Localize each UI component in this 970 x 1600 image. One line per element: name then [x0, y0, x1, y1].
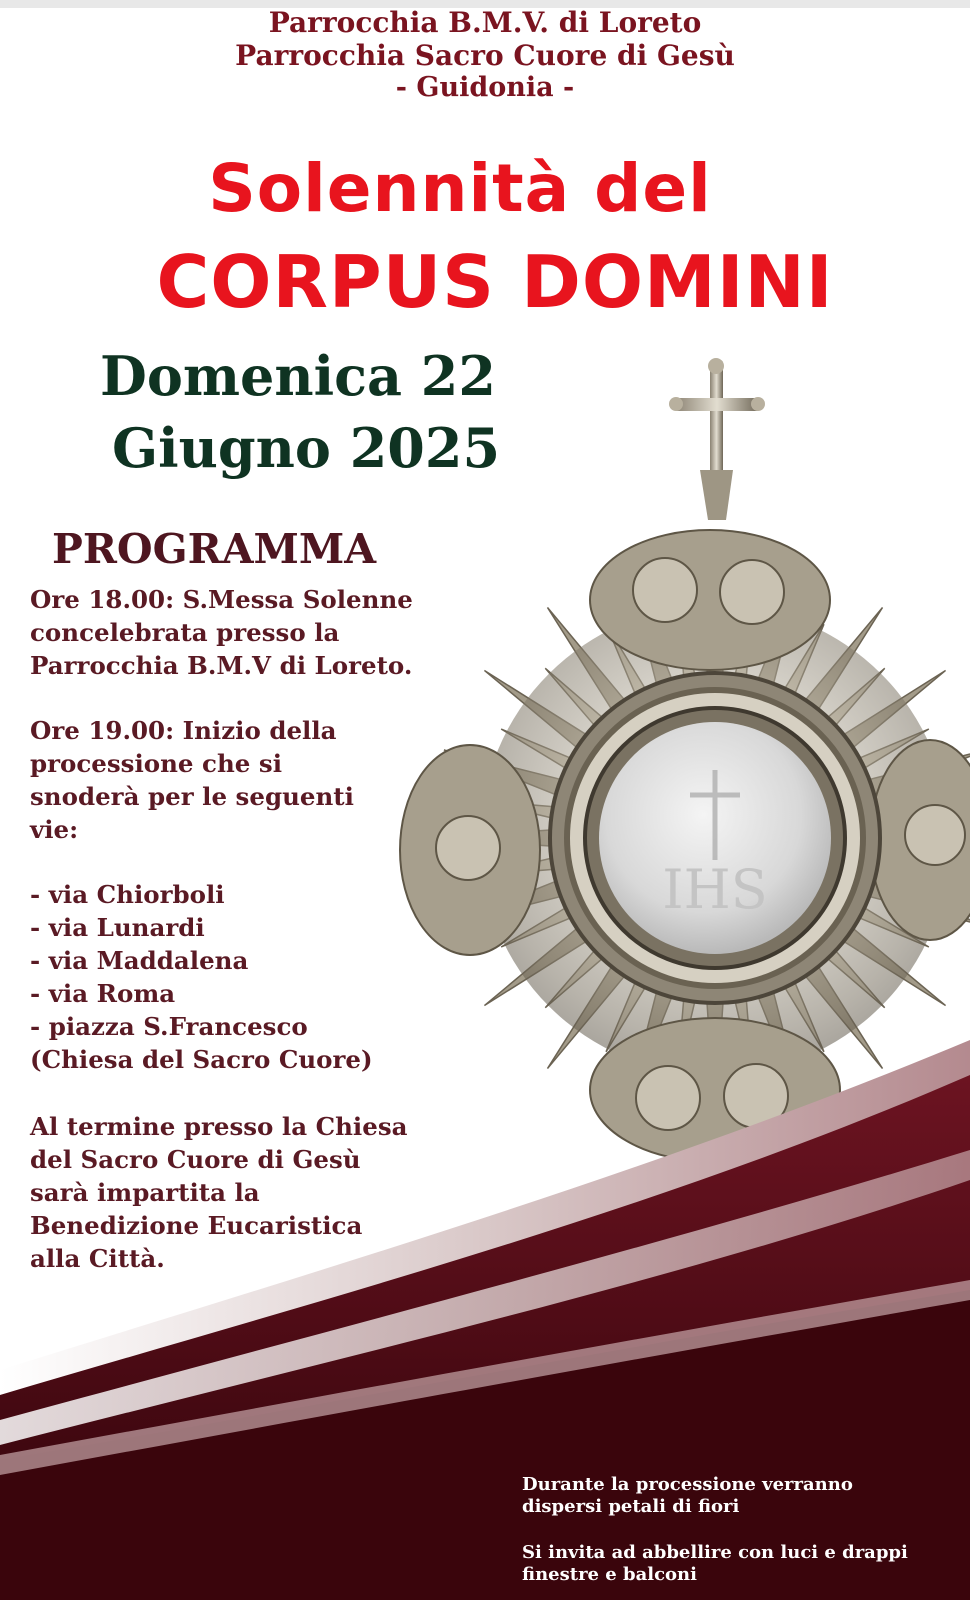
program-block-blessing [30, 1110, 408, 1275]
note-line: Si invita ad abbellire con luci e drappi [522, 1542, 908, 1563]
program-line: Ore 19.00: Inizio della [30, 716, 337, 745]
event-date-line2: Giugno 2025 [112, 416, 501, 480]
route-street: - via Lunardi [30, 913, 205, 942]
note-line: Durante la processione verranno [522, 1474, 853, 1495]
event-date-line1: Domenica 22 [100, 344, 496, 408]
program-line: Benedizione Eucaristica [30, 1211, 363, 1240]
program-line: Al termine presso la Chiesa [30, 1112, 408, 1141]
procession-route [30, 878, 373, 1076]
program-line: alla Città. [30, 1244, 165, 1273]
parish-name-1: Parrocchia B.M.V. di Loreto [268, 6, 702, 39]
note-decorations [522, 1542, 908, 1586]
program-line: sarà impartita la [30, 1178, 260, 1207]
event-title-line1: Solennità del [208, 150, 712, 227]
program-line: snoderà per le seguenti [30, 782, 354, 811]
route-street: - piazza S.Francesco [30, 1012, 308, 1041]
parish-header [0, 6, 970, 104]
program-heading: PROGRAMMA [52, 525, 377, 573]
parish-name-2: Parrocchia Sacro Cuore di Gesù [235, 39, 735, 72]
program-line: processione che si [30, 749, 282, 778]
program-line: Ore 18.00: S.Messa Solenne [30, 585, 413, 614]
program-block-procession [30, 714, 354, 846]
host-inscription: IHS [662, 858, 768, 921]
monstrance-icon [400, 530, 970, 1162]
cross-icon [669, 358, 765, 520]
note-line: finestre e balconi [522, 1564, 697, 1585]
route-street: - via Roma [30, 979, 176, 1008]
route-street: (Chiesa del Sacro Cuore) [30, 1045, 373, 1074]
program-line: concelebrata presso la [30, 618, 340, 647]
program-line: Parrocchia B.M.V di Loreto. [30, 651, 413, 680]
note-line: dispersi petali di fiori [522, 1496, 740, 1517]
program-line: del Sacro Cuore di Gesù [30, 1145, 361, 1174]
note-petals [522, 1474, 853, 1518]
program-block-mass [30, 583, 413, 682]
route-street: - via Chiorboli [30, 880, 225, 909]
parish-location: - Guidonia - [395, 72, 575, 103]
event-title-line2: CORPUS DOMINI [156, 240, 834, 324]
route-street: - via Maddalena [30, 946, 249, 975]
program-line: vie: [30, 815, 79, 844]
